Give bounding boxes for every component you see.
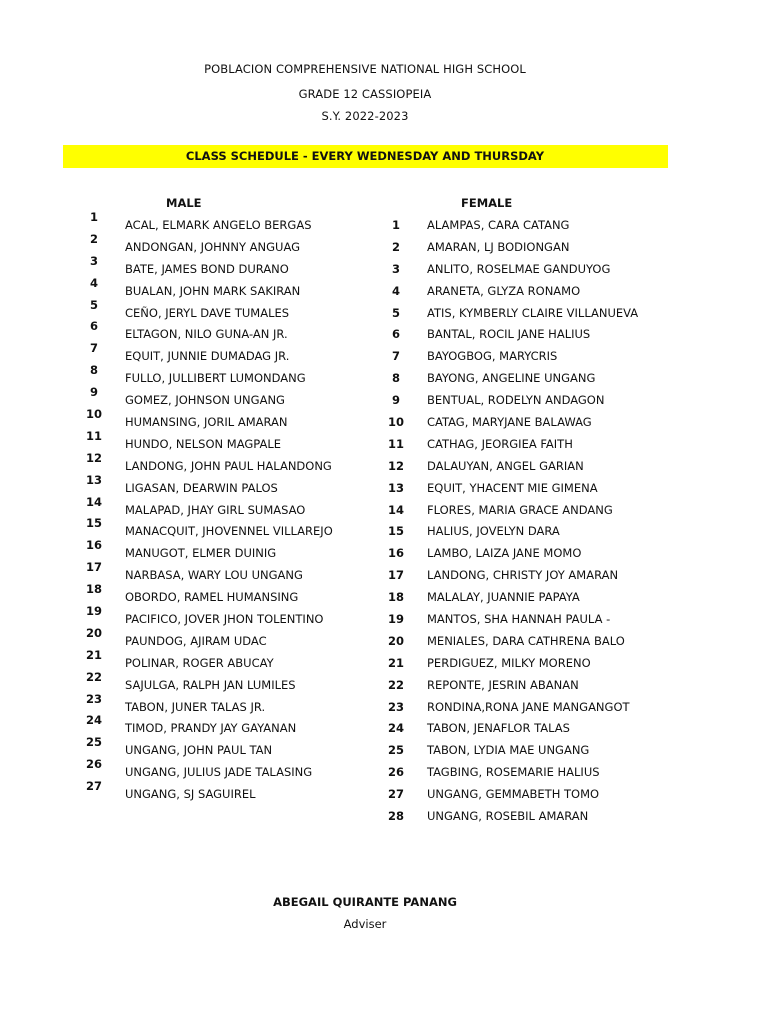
student-number: 9 [391, 393, 400, 408]
student-number: 21 [387, 655, 404, 670]
schedule-banner-text: CLASS SCHEDULE - EVERY WEDNESDAY AND THURSDAY [185, 149, 545, 163]
student-number: 23 [387, 699, 404, 714]
male-student-row [82, 579, 372, 605]
student-name: TABON, JUNER TALAS JR. [125, 699, 266, 714]
male-student-row [82, 732, 372, 758]
student-name: PAUNDOG, AJIRAM UDAC [125, 633, 267, 648]
student-name: TABON, JENAFLOR TALAS [427, 721, 570, 736]
student-name: CATHAG, JEORGIEA FAITH [427, 436, 573, 451]
student-number: 6 [89, 319, 98, 334]
male-student-row [82, 623, 372, 648]
student-name: OBORDO, RAMEL HUMANSING [125, 590, 299, 605]
female-student-row [380, 229, 670, 254]
male-student-row [82, 557, 372, 583]
student-number: 1 [391, 218, 400, 232]
student-name: DALAUYAN, ANGEL GARIAN [427, 458, 584, 473]
male-student-list [82, 207, 372, 802]
male-student-row [82, 776, 372, 802]
student-number: 5 [391, 305, 400, 320]
student-number: 28 [387, 809, 404, 824]
student-number: 16 [85, 538, 102, 553]
student-number: 7 [391, 349, 400, 364]
male-student-row [82, 251, 372, 276]
female-student-row [380, 316, 670, 342]
male-student-row [82, 710, 372, 736]
student-number: 2 [89, 231, 98, 246]
school-year: S.Y. 2022-2023 [321, 109, 409, 123]
student-number: 20 [387, 633, 404, 648]
student-name: EQUIT, JUNNIE DUMADAG JR. [125, 349, 290, 364]
student-number: 25 [85, 735, 102, 750]
male-student-row [82, 448, 372, 473]
student-number: 23 [85, 691, 102, 706]
student-name: ELTAGON, NILO GUNA-AN JR. [125, 327, 288, 342]
student-number: 4 [89, 275, 98, 290]
female-student-row [380, 273, 670, 298]
female-student-row [380, 557, 670, 583]
student-number: 24 [387, 721, 404, 736]
student-number: 11 [387, 436, 404, 451]
student-name: MANACQUIT, JHOVENNEL VILLAREJO [125, 524, 333, 539]
student-name: POLINAR, ROGER ABUCAY [125, 655, 274, 670]
student-name: HUMANSING, JORIL AMARAN [125, 415, 288, 430]
student-name: UNGANG, JULIUS JADE TALASING [125, 765, 313, 780]
female-student-row [380, 448, 670, 473]
student-name: PERDIGUEZ, MILKY MORENO [427, 655, 591, 670]
student-name: ARANETA, GLYZA RONAMO [427, 283, 581, 298]
student-name: FULLO, JULLIBERT LUMONDANG [125, 371, 306, 386]
female-student-list [380, 207, 670, 824]
student-number: 19 [387, 612, 404, 627]
student-name: FLORES, MARIA GRACE ANDANG [427, 502, 613, 517]
female-student-row [380, 754, 670, 780]
student-name: MANUGOT, ELMER DUINIG [125, 546, 277, 561]
male-student-row [82, 513, 372, 539]
male-student-row [82, 229, 372, 254]
student-number: 26 [387, 765, 404, 780]
student-name: ALAMPAS, CARA CATANG [427, 218, 570, 232]
student-number: 14 [387, 502, 404, 517]
student-number: 24 [85, 713, 102, 728]
student-number: 2 [391, 239, 400, 254]
student-name: TABON, LYDIA MAE UNGANG [427, 743, 590, 758]
female-student-row [380, 535, 670, 561]
student-name: ANLITO, ROSELMAE GANDUYOG [427, 261, 611, 276]
student-number: 11 [85, 428, 102, 443]
student-number: 3 [89, 253, 98, 268]
student-name: BANTAL, ROCIL JANE HALIUS [427, 327, 591, 342]
student-number: 1 [89, 210, 98, 224]
student-number: 15 [85, 516, 102, 531]
student-number: 12 [85, 450, 102, 465]
student-number: 6 [391, 327, 400, 342]
female-student-row [380, 667, 670, 692]
student-number: 4 [391, 283, 400, 298]
student-number: 17 [387, 568, 404, 583]
female-student-row [380, 338, 670, 364]
student-name: HUNDO, NELSON MAGPALE [125, 436, 282, 451]
student-name: EQUIT, YHACENT MIE GIMENA [427, 480, 598, 495]
student-name: GOMEZ, JOHNSON UNGANG [125, 393, 285, 408]
female-student-row [380, 710, 670, 736]
female-student-row [380, 492, 670, 517]
male-student-row [82, 426, 372, 451]
student-number: 20 [85, 625, 102, 640]
male-student-row [82, 645, 372, 670]
student-name: BUALAN, JOHN MARK SAKIRAN [125, 283, 301, 298]
male-student-row [82, 273, 372, 298]
female-student-row [380, 207, 670, 232]
student-number: 18 [387, 590, 404, 605]
student-number: 18 [85, 582, 102, 597]
female-student-row [380, 295, 670, 320]
male-student-row [82, 492, 372, 517]
student-number: 8 [89, 363, 98, 378]
student-number: 17 [85, 560, 102, 575]
student-name: BAYONG, ANGELINE UNGANG [427, 371, 596, 386]
student-name: BATE, JAMES BOND DURANO [125, 261, 289, 276]
student-name: HALIUS, JOVELYN DARA [427, 524, 560, 539]
male-student-row [82, 535, 372, 561]
male-student-row [82, 470, 372, 495]
student-name: UNGANG, GEMMABETH TOMO [427, 787, 600, 802]
male-student-row [82, 667, 372, 692]
student-name: NARBASA, WARY LOU UNGANG [125, 568, 303, 583]
male-student-row [82, 404, 372, 430]
female-student-row [380, 645, 670, 670]
female-student-row [380, 513, 670, 539]
female-student-row [380, 579, 670, 605]
female-student-row [380, 404, 670, 430]
male-column-heading: MALE [166, 196, 202, 210]
student-name: PACIFICO, JOVER JHON TOLENTINO [125, 612, 324, 627]
student-number: 27 [387, 787, 404, 802]
class-name: GRADE 12 CASSIOPEIA [298, 87, 432, 101]
student-number: 15 [387, 524, 404, 539]
male-student-row [82, 338, 372, 364]
student-name: LANDONG, CHRISTY JOY AMARAN [427, 568, 619, 583]
student-name: ATIS, KYMBERLY CLAIRE VILLANUEVA [427, 305, 639, 320]
female-student-row [380, 689, 670, 714]
male-student-row [82, 382, 372, 408]
female-student-row [380, 426, 670, 451]
student-name: LANDONG, JOHN PAUL HALANDONG [125, 458, 332, 473]
female-student-row [380, 601, 670, 627]
student-name: REPONTE, JESRIN ABANAN [427, 677, 579, 692]
female-student-row [380, 798, 670, 824]
student-number: 21 [85, 647, 102, 662]
female-student-row [380, 360, 670, 386]
female-column-heading: FEMALE [461, 196, 513, 210]
female-student-row [380, 732, 670, 758]
female-student-row [380, 623, 670, 648]
student-number: 12 [387, 458, 404, 473]
student-name: AMARAN, LJ BODIONGAN [427, 239, 570, 254]
student-name: RONDINA,RONA JANE MANGANGOT [427, 699, 630, 714]
male-student-row [82, 295, 372, 320]
adviser-title: Adviser [343, 917, 387, 931]
student-number: 14 [85, 494, 102, 509]
male-student-row [82, 207, 372, 232]
student-name: UNGANG, ROSEBIL AMARAN [427, 809, 589, 824]
student-number: 10 [387, 415, 404, 430]
student-name: UNGANG, SJ SAGUIREL [125, 787, 256, 802]
male-student-row [82, 601, 372, 627]
school-name: POBLACION COMPREHENSIVE NATIONAL HIGH SCHOOL [204, 62, 526, 76]
student-number: 16 [387, 546, 404, 561]
student-name: ANDONGAN, JOHNNY ANGUAG [125, 239, 301, 254]
student-number: 22 [387, 677, 404, 692]
student-name: LAMBO, LAIZA JANE MOMO [427, 546, 582, 561]
student-number: 3 [391, 261, 400, 276]
male-student-row [82, 754, 372, 780]
student-name: MENIALES, DARA CATHRENA BALO [427, 633, 625, 648]
student-name: CEÑO, JERYL DAVE TUMALES [125, 305, 290, 320]
student-name: ACAL, ELMARK ANGELO BERGAS [125, 218, 312, 232]
male-student-row [82, 316, 372, 342]
male-student-row [82, 360, 372, 386]
student-number: 22 [85, 669, 102, 684]
student-name: MANTOS, SHA HANNAH PAULA - [427, 612, 611, 627]
student-name: BAYOGBOG, MARYCRIS [427, 349, 558, 364]
student-name: SAJULGA, RALPH JAN LUMILES [125, 677, 296, 692]
female-student-row [380, 251, 670, 276]
male-student-row [82, 689, 372, 714]
student-name: UNGANG, JOHN PAUL TAN [125, 743, 273, 758]
student-name: TAGBING, ROSEMARIE HALIUS [427, 765, 600, 780]
adviser-name: ABEGAIL QUIRANTE PANANG [273, 895, 457, 909]
student-name: MALAPAD, JHAY GIRL SUMASAO [125, 502, 306, 517]
student-number: 27 [85, 779, 102, 794]
student-number: 13 [387, 480, 404, 495]
student-name: TIMOD, PRANDY JAY GAYANAN [125, 721, 297, 736]
student-number: 19 [85, 604, 102, 619]
student-number: 5 [89, 297, 98, 312]
female-student-row [380, 470, 670, 495]
student-number: 7 [89, 341, 98, 356]
student-number: 26 [85, 757, 102, 772]
female-student-row [380, 776, 670, 802]
student-name: BENTUAL, RODELYN ANDAGON [427, 393, 605, 408]
student-number: 10 [85, 407, 102, 422]
student-name: CATAG, MARYJANE BALAWAG [427, 415, 592, 430]
student-number: 25 [387, 743, 404, 758]
student-name: LIGASAN, DEARWIN PALOS [125, 480, 278, 495]
female-student-row [380, 382, 670, 408]
student-number: 9 [89, 385, 98, 400]
student-number: 13 [85, 472, 102, 487]
student-number: 8 [391, 371, 400, 386]
student-name: MALALAY, JUANNIE PAPAYA [427, 590, 580, 605]
